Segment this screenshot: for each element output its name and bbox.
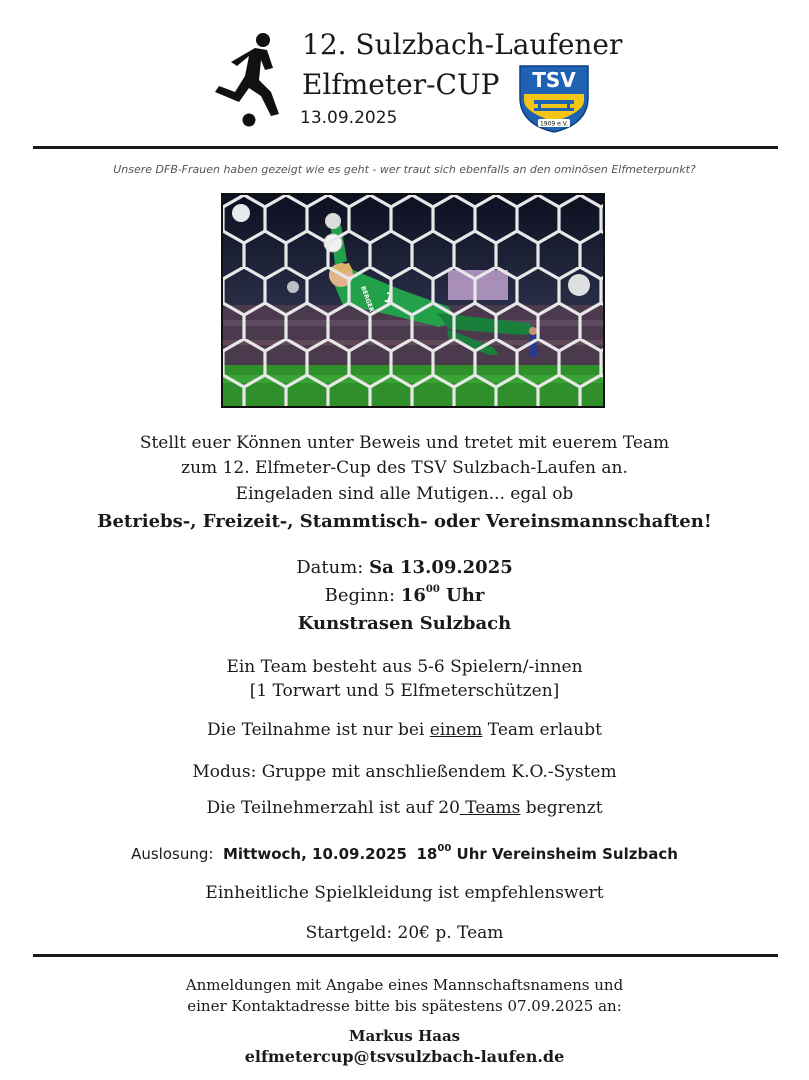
draw-minutes: 00: [437, 843, 452, 854]
fee-line: Startgeld: 20€ p. Team: [305, 923, 504, 943]
draw-line: [0, 843, 809, 865]
draw-place: Uhr Vereinsheim Sulzbach: [456, 845, 678, 863]
participation-line: [0, 718, 809, 742]
event-date-header: 13.09.2025: [300, 108, 398, 128]
header-divider: [33, 146, 778, 149]
event-title-line2: Elfmeter-CUP: [302, 68, 500, 101]
participation-post: Team erlaubt: [487, 720, 602, 740]
participation-emphasis: einem: [429, 720, 483, 740]
intro-line-2: zum 12. Elfmeter-Cup des TSV Sulzbach-Laufen an.: [181, 458, 628, 478]
event-title-line1: 12. Sulzbach-Laufener: [302, 28, 623, 61]
start-minutes: 00: [425, 584, 440, 595]
start-hour: 16: [400, 585, 426, 606]
event-location: Kunstrasen Sulzbach: [297, 613, 512, 634]
registration-line-2: einer Kontaktadresse bitte bis spätestens 07.09.2025 an:: [187, 997, 622, 1015]
contact-name: Markus Haas: [348, 1027, 461, 1045]
event-start-line: [0, 584, 809, 608]
draw-date: Mittwoch, 10.09.2025: [222, 845, 407, 863]
svg-text:1909 e.V.: 1909 e.V.: [539, 120, 569, 128]
team-size-line: Ein Team besteht aus 5-6 Spielern/-innen: [226, 657, 583, 677]
participation-pre: Die Teilnahme ist nur bei: [207, 720, 425, 740]
tagline: Unsere DFB-Frauen haben gezeigt wie es geht - wer traut sich ebenfalls an den ominösen Elfmeterpunkt?: [113, 163, 696, 176]
mode-line: Modus: Gruppe mit anschließendem K.O.-System: [192, 762, 617, 782]
kicking-player-icon: [205, 30, 285, 130]
tsv-club-logo: [516, 64, 592, 134]
clothing-line: Einheitliche Spielkleidung ist empfehlenswert: [205, 883, 604, 903]
limit-emphasis: Teams: [459, 798, 521, 818]
start-label: Beginn:: [324, 585, 396, 606]
limit-post: begrenzt: [525, 798, 603, 818]
event-date-line: [0, 556, 809, 580]
team-composition-line: [1 Torwart und 5 Elfmeterschützen]: [249, 681, 560, 701]
footer-divider: [33, 954, 778, 957]
goalkeeper-photo: [221, 193, 605, 408]
goalkeeper-illustration: [223, 195, 603, 406]
date-value: Sa 13.09.2025: [369, 557, 513, 578]
intro-line-3: Eingeladen sind alle Mutigen... egal ob: [235, 484, 574, 504]
draw-hour: 18: [416, 845, 438, 863]
svg-text:TSV: TSV: [532, 68, 576, 92]
registration-line-1: Anmeldungen mit Angabe eines Mannschaftsnamens und: [185, 976, 624, 994]
intro-line-1: Stellt euer Können unter Beweis und tretet mit euerem Team: [139, 433, 670, 453]
date-label: Datum:: [296, 557, 364, 578]
intro-line-4: Betriebs-, Freizeit-, Stammtisch- oder Vereinsmannschaften!: [97, 511, 712, 532]
draw-label: Auslosung:: [131, 845, 214, 863]
contact-email[interactable]: elfmetercup@tsvsulzbach-laufen.de: [244, 1047, 565, 1066]
team-limit-line: [0, 796, 809, 820]
start-unit: Uhr: [446, 585, 485, 606]
limit-pre: Die Teilnehmerzahl ist auf 20: [206, 798, 460, 818]
